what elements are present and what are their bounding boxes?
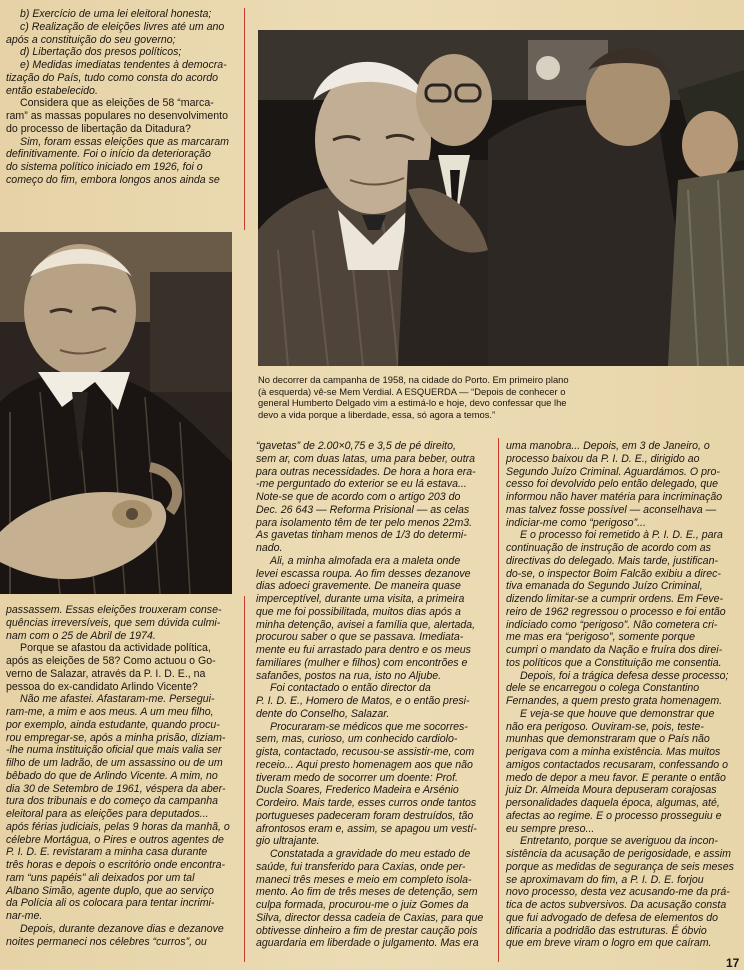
- text-line: processo baixou da P. I. D. E., dirigido ao: [506, 452, 700, 465]
- photo-caption: [258, 374, 744, 420]
- caption-line: devo a vida porque a liberdade, essa, só agora a temos.”: [258, 408, 496, 420]
- column-rule: [244, 8, 245, 230]
- text-line: sem, mas, curioso, um conhecido cardiolo-: [256, 733, 458, 746]
- text-line: directivas do delegado. Mais tarde, justifican-: [506, 554, 718, 567]
- top-left-column: [6, 8, 232, 187]
- caption-line: general Humberto Delgado vim a estimá-lo e hoje, devo confessar que lhe: [258, 397, 567, 409]
- text-line: Depois, durante dezanove dias e dezanove: [20, 922, 224, 935]
- text-line: culpa formada, procurou-me o juiz Gomes da: [256, 899, 469, 911]
- text-line: continuação de instrução de acordo com as: [506, 542, 711, 554]
- text-line: rou empregar-se, após a minha prisão, diziam-: [6, 731, 226, 744]
- text-line: Silva, director dessa cadeia de Caxias, para que: [256, 911, 484, 924]
- text-line: tiva emanada do Segundo Juízo Criminal,: [506, 580, 703, 593]
- text-line: mas talvez fosse possível — aconselhava —: [506, 503, 717, 516]
- text-line: portugueses padeceram foram destruídos, tão: [256, 809, 474, 822]
- text-line: “gavetas” de 2.00×0,75 e 3,5 de pé direito,: [256, 440, 456, 452]
- text-line: tos políticos que a Constituição me consentia.: [506, 656, 722, 669]
- text-line: Note-se que de acordo com o artigo 203 do: [256, 491, 461, 503]
- text-line: perigava com a minha existência. Mas muitos: [506, 746, 721, 758]
- text-line: Ducla Soares, Frederico Madeira e Arsénio: [256, 784, 459, 797]
- text-line: definitivamente. Foi o início da deterioração: [6, 148, 211, 161]
- text-line: d) Libertação dos presos políticos;: [20, 46, 182, 59]
- text-line: sem ar, com duas latas, uma para beber, outra: [256, 452, 476, 465]
- text-line: indiciar-me como “perigoso”...: [506, 516, 646, 529]
- text-line: quências irreversíveis, que sem dúvida culmi-: [6, 616, 221, 629]
- text-line: familiares (mulher e filhos) com encontrões e: [256, 656, 468, 669]
- text-line: dizendo limitar-se a cumprir ordens. Em Feve-: [506, 593, 724, 605]
- text-line: uma manobra... Depois, em 3 de Janeiro, o: [506, 440, 710, 452]
- text-line: verno de Salazar, através da P. I. D. E., na: [6, 667, 206, 680]
- text-line: três horas e depois o escritório onde encontra-: [6, 859, 226, 871]
- text-line: Não me afastei. Afastaram-me. Persegui-: [20, 693, 215, 706]
- text-line: nar-me.: [6, 910, 43, 922]
- text-line: então estabelecido.: [6, 84, 98, 97]
- text-line: cumpri o mandato da Nação e fruíra dos direi-: [506, 644, 723, 656]
- column-3: [506, 440, 738, 950]
- text-line: mento. Ao fim de três meses de detenção, sem: [256, 886, 478, 899]
- text-line: indiciado como “perigoso”. Não cometera cri-: [506, 618, 718, 631]
- text-line: afrontosos eram e, assim, se apagou um vestí-: [256, 822, 477, 835]
- text-line: Cordeiro. Mais tarde, esses curros onde tantos: [256, 797, 477, 809]
- text-line: tiveram medo de socorrer um doente: Prof.: [256, 771, 458, 784]
- text-line: receio... Aqui presto homenagem aos que não: [256, 758, 473, 771]
- portrait-image: [0, 232, 232, 594]
- text-line: após a constituição do seu governo;: [6, 33, 176, 46]
- text-line: tização do País, tudo como consta do acordo: [6, 71, 219, 84]
- text-line: Dec. 26 643 — Reforma Prisional — as celas: [256, 503, 470, 516]
- text-line: do sistema político iniciado em 1926, foi o: [6, 161, 203, 173]
- text-line: dificaria a podridão das estruturas. É óbvio: [506, 924, 707, 937]
- text-line: eleitoral para as eleições para deputados...: [6, 808, 209, 820]
- page-number: 17: [726, 956, 740, 970]
- text-line: nam com o 25 de Abril de 1974.: [6, 629, 156, 642]
- text-line: pessoa do ex-candidato Arlindo Vicente?: [6, 680, 198, 693]
- text-line: c) Realização de eleições livres até um ano: [20, 20, 225, 33]
- text-line: dente do Conselho, Salazar.: [256, 707, 390, 720]
- text-line: Constatada a gravidade do meu estado de: [270, 848, 471, 860]
- text-line: safanões, postos na rua, isto no Aljube.: [256, 669, 442, 682]
- column-rule: [244, 596, 245, 962]
- column-1: [6, 604, 232, 948]
- text-line: filho de um ladrão, de um assassino ou de um: [6, 757, 223, 769]
- text-line: porque as medidas de segurança de seis meses: [506, 860, 734, 873]
- text-line: ram” as massas populares no desenvolvimento: [6, 110, 228, 122]
- text-line: por exemplo, ainda estudante, quando procu-: [6, 718, 220, 731]
- text-line: personalidades daquela época, algumas, até,: [506, 797, 720, 809]
- text-line: bêbado do que de Arlindo Vicente. A mim, no: [6, 769, 218, 782]
- text-line: não era perigoso. Ouviram-se, pois, teste-: [506, 720, 704, 733]
- text-line: passassem. Essas eleições trouxeram conse-: [6, 604, 222, 616]
- text-line: do-se, o inspector Boim Falcão exibiu a direc-: [506, 567, 721, 580]
- text-line: -lhe numa instituição oficial que mais valia ser: [6, 744, 222, 757]
- text-line: Ali, a minha almofada era a maleta onde: [270, 554, 461, 567]
- text-line: b) Exercício de uma lei eleitoral honesta;: [20, 8, 212, 20]
- text-line: após férias judiciais, pelas 9 horas da manhã, o: [6, 820, 230, 833]
- text-line: aguardaria em liberdade o julgamento. Mas era: [256, 937, 479, 950]
- text-line: novo processo, desta vez acusando-me da prá-: [506, 886, 730, 899]
- text-line: cesso foi devolvido pelo então delegado, que: [506, 478, 719, 491]
- text-line: imperceptível, durante uma visita, a primeira: [256, 593, 465, 605]
- text-line: para isolamento têm de ter pelo menos 22m3.: [256, 516, 473, 529]
- text-line: nado.: [256, 542, 283, 554]
- text-line: célebre Mortágua, o Pires e outros agentes de: [6, 833, 224, 846]
- photo-portrait-left: [0, 232, 232, 594]
- text-line: e) Medidas imediatas tendentes à democra-: [20, 59, 227, 71]
- text-line: que fui advogado de defesa de elementos do: [506, 911, 719, 924]
- photo-campaign-1958: [258, 30, 744, 366]
- text-line: Depois, foi a trágica defesa desse processo;: [520, 669, 729, 682]
- text-line: P. I. D. E., Homero de Matos, e o então presi-: [256, 695, 470, 707]
- text-line: eu sempre preso...: [506, 822, 595, 835]
- text-line: As gavetas tinham menos de 1/3 do determi-: [256, 529, 467, 542]
- text-line: afectas ao regime. E o processo prosseguiu e: [506, 809, 722, 822]
- text-line: amigos contactados recusaram, confessando o: [506, 758, 729, 771]
- text-line: Entretanto, porque se averiguou da incon-: [520, 835, 718, 848]
- text-line: dias adoeci gravemente. De maneira quase: [256, 580, 461, 593]
- campaign-image: [258, 30, 744, 366]
- text-line: Fernandes, a quem presto grata homenagem.: [506, 695, 723, 707]
- text-line: dele se encarregou o colega Constantino: [506, 682, 700, 695]
- text-line: gista, contactado, recusou-se assistir-me, com: [256, 746, 475, 758]
- text-line: tura dos tribunais e do começo da campanha: [6, 795, 219, 808]
- text-line: Segundo Juízo Criminal. Aguardámos. O pro-: [506, 465, 720, 478]
- column-rule: [498, 438, 499, 962]
- text-line: da Polícia ali os colocara para tentar incrimi-: [6, 897, 215, 910]
- text-line: reiro de 1962 regressou o processo e foi então: [506, 605, 726, 618]
- text-line: me mas era “perigoso”, somente porque: [506, 631, 696, 644]
- text-line: P. I. D. E. revistaram a minha casa durante: [6, 846, 208, 859]
- text-line: Albano Simão, agente duplo, que ao serviço: [6, 884, 214, 897]
- text-line: após as eleições de 58? Como actuou o Go-: [6, 655, 216, 667]
- text-line: noites permaneci nos célebres “curros”, ou: [6, 935, 207, 948]
- text-line: para outras necessidades. De hora a hora era-: [256, 465, 476, 478]
- text-line: procurou saber o que se passava. Imediata-: [256, 631, 464, 644]
- text-line: sistência da acusação de perigosidade, e assim: [506, 848, 731, 860]
- text-line: obtivesse dinheiro a fim de prestar caução pois: [256, 924, 478, 937]
- text-line: que em breve viram o logro em que caíram.: [506, 937, 712, 950]
- text-line: minha detenção, avisei a família que, alertada,: [256, 618, 476, 631]
- text-line: informou não haver matéria para incriminação: [506, 491, 723, 503]
- text-line: se aproximavam do fim, a P. I. D. E. forjou: [506, 873, 704, 886]
- text-line: Sim, foram essas eleições que as marcaram: [20, 135, 230, 148]
- text-line: saúde, fui transferido para Caxias, onde per-: [256, 860, 466, 873]
- text-line: maneci três meses e meio em completo isola-: [256, 873, 472, 886]
- text-line: -me perguntado do exterior se eu lá estava...: [256, 478, 467, 491]
- text-line: dia 30 de Setembro de 1961, véspera da aber-: [6, 782, 226, 795]
- caption-line: No decorrer da campanha de 1958, na cidade do Porto. Em primeiro plano: [258, 374, 569, 385]
- text-line: do processo de libertação da Ditadura?: [6, 122, 191, 135]
- text-line: começo do fim, embora longos anos ainda se: [6, 173, 220, 186]
- caption-line: (à esquerda) vê-se Mem Verdial. A ESQUERDA — “Depois de conhecer o: [258, 385, 566, 397]
- column-2: [256, 440, 488, 950]
- text-line: mente eu fui arrastado para dentro e os meus: [256, 644, 471, 656]
- text-line: Porque se afastou da actividade política,: [20, 642, 211, 655]
- text-line: juiz Dr. Almeida Moura depuseram corajosas: [506, 784, 717, 797]
- text-line: ram-me, a mim e aos meus. A um meu filho,: [6, 706, 214, 718]
- text-line: Foi contactado o então director da: [270, 682, 431, 695]
- text-line: E o processo foi remetido à P. I. D. E., para: [520, 529, 723, 542]
- text-line: levei escassa roupa. Ao fim desses dezanove: [256, 567, 471, 580]
- text-line: ram “uns papéis” ali deixados por um tal: [6, 871, 195, 884]
- text-line: Procuraram-se médicos que me socorres-: [270, 720, 468, 733]
- text-line: Considera que as eleições de 58 “marca-: [20, 97, 214, 110]
- text-line: munhas que demonstraram que o País não: [506, 733, 710, 746]
- text-line: medo de depor a meu favor. E perante o então: [506, 771, 726, 784]
- text-line: que me foi possibilitada, muitos dias após a: [256, 605, 461, 618]
- text-line: tica de actos subversivos. Da acusação consta: [506, 899, 727, 911]
- text-line: gio ultrajante.: [256, 835, 320, 848]
- text-line: E veja-se que houve que demonstrar que: [520, 707, 715, 720]
